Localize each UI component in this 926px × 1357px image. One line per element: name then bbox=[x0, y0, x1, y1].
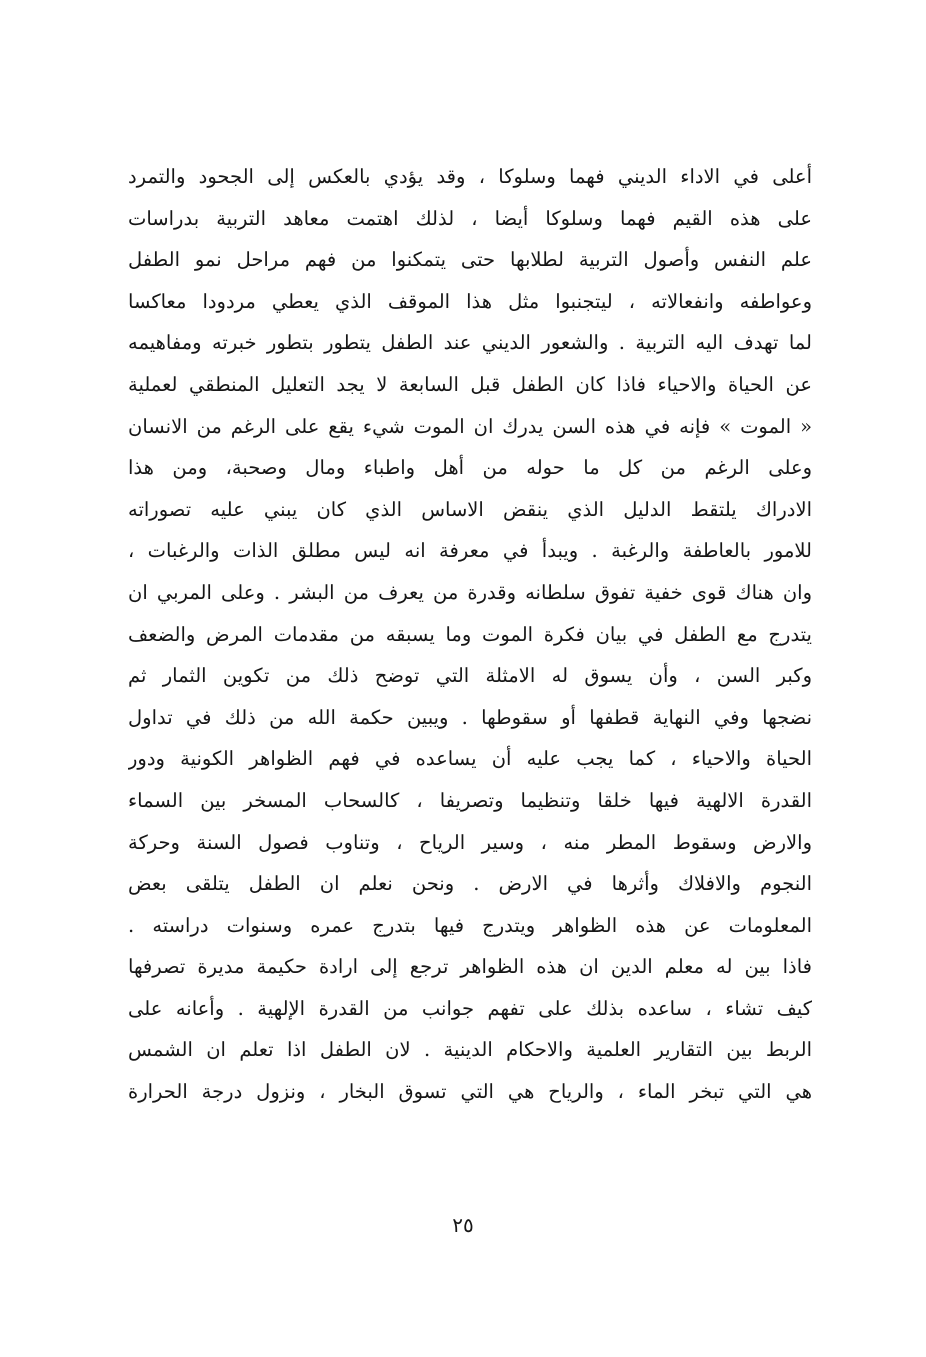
text-line: علم النفس وأصول التربية لطلابها حتى يتمكنوا من فهم مراحل نمو الطفل bbox=[128, 248, 812, 272]
text-line: وعلى الرغم من كل ما حوله من أهل واطباء ومال وصحبة، ومن هذا bbox=[128, 456, 812, 480]
text-line: النجوم والافلاك وأثرها في الارض . ونحن نعلم ان الطفل يتلقى بعض bbox=[128, 872, 812, 896]
text-line: وكبر السن ، وأن يسوق له الامثلة التي توضح ذلك من تكوين الثمار ثم bbox=[128, 664, 812, 688]
text-line: المعلومات عن هذه الظواهر ويتدرج فيها بتدرج عمره وسنوات دراسته . bbox=[128, 913, 812, 937]
text-line: هي التي تبخر الماء ، والرياح هي التي تسوق البخار ، ونزول درجة الحرارة bbox=[128, 1080, 812, 1104]
text-line: القدرة الالهية فيها خلقا وتنظيما وتصريفا ، كالسحاب المسخر بين السماء bbox=[128, 788, 812, 812]
page-number: ٢٥ bbox=[452, 1213, 474, 1237]
text-line: على هذه القيم فهما وسلوكا أيضا ، لذلك اهتمت معاهد التربية بدراسات bbox=[128, 206, 812, 230]
text-line: الحياة والاحياء ، كما يجب عليه أن يساعده في فهم الظواهر الكونية ودور bbox=[128, 747, 812, 771]
text-line: عن الحياة والاحياء فاذا كان الطفل قبل السابعة لا يجد التعليل المنطقي لعملية bbox=[128, 372, 812, 396]
text-line: أعلى في الاداء الديني فهما وسلوكا ، وقد يؤدي بالعكس إلى الجحود والتمرد bbox=[128, 165, 812, 188]
text-line: للامور بالعاطفة والرغبة . ويبدأ في معرفة انه ليس مطلق الذات والرغبات ، bbox=[128, 539, 812, 563]
text-line: وعواطفه وانفعالاته ، ليتجنبوا مثل هذا الموقف الذي يعطي مردودا معاكسا bbox=[128, 289, 812, 313]
text-line: والارض وسقوط المطر منه ، وسير الرياح ، وتناوب فصول السنة وحركة bbox=[128, 830, 812, 854]
text-line: « الموت » فإنه في هذه السن يدرك ان الموت شيء يقع على الرغم من الانسان bbox=[128, 414, 812, 438]
text-line: وان هناك قوى خفية تفوق سلطانه وقدرة من يعرف من البشر . وعلى المربي ان bbox=[128, 580, 812, 604]
body-text bbox=[128, 156, 812, 1113]
text-line: لما تهدف اليه التربية . والشعور الديني عند الطفل يتطور بتطور خبرته ومفاهيمه bbox=[128, 331, 812, 355]
text-line: يتدرج مع الطفل في بيان فكرة الموت وما يسبقه من مقدمات المرض والضعف bbox=[128, 622, 812, 646]
text-line: كيف تشاء ، ساعده بذلك على تفهم جوانب من القدرة الإلهية . وأعانه على bbox=[128, 996, 812, 1020]
text-line: فاذا بين له معلم الدين ان هذه الظواهر ترجع إلى ارادة حكيمة مديرة تصرفها bbox=[128, 955, 812, 979]
text-line: نضجها وفي النهاية قطفها أو سقوطها . ويبين حكمة الله من ذلك في تداول bbox=[128, 705, 812, 729]
text-line: الادراك يلتقط الدليل الذي ينقض الاساس الذي كان يبني عليه تصوراته bbox=[128, 497, 812, 521]
text-line: الربط بين التقارير العلمية والاحكام الدينية . لان الطفل اذا تعلم ان الشمس bbox=[128, 1038, 812, 1062]
